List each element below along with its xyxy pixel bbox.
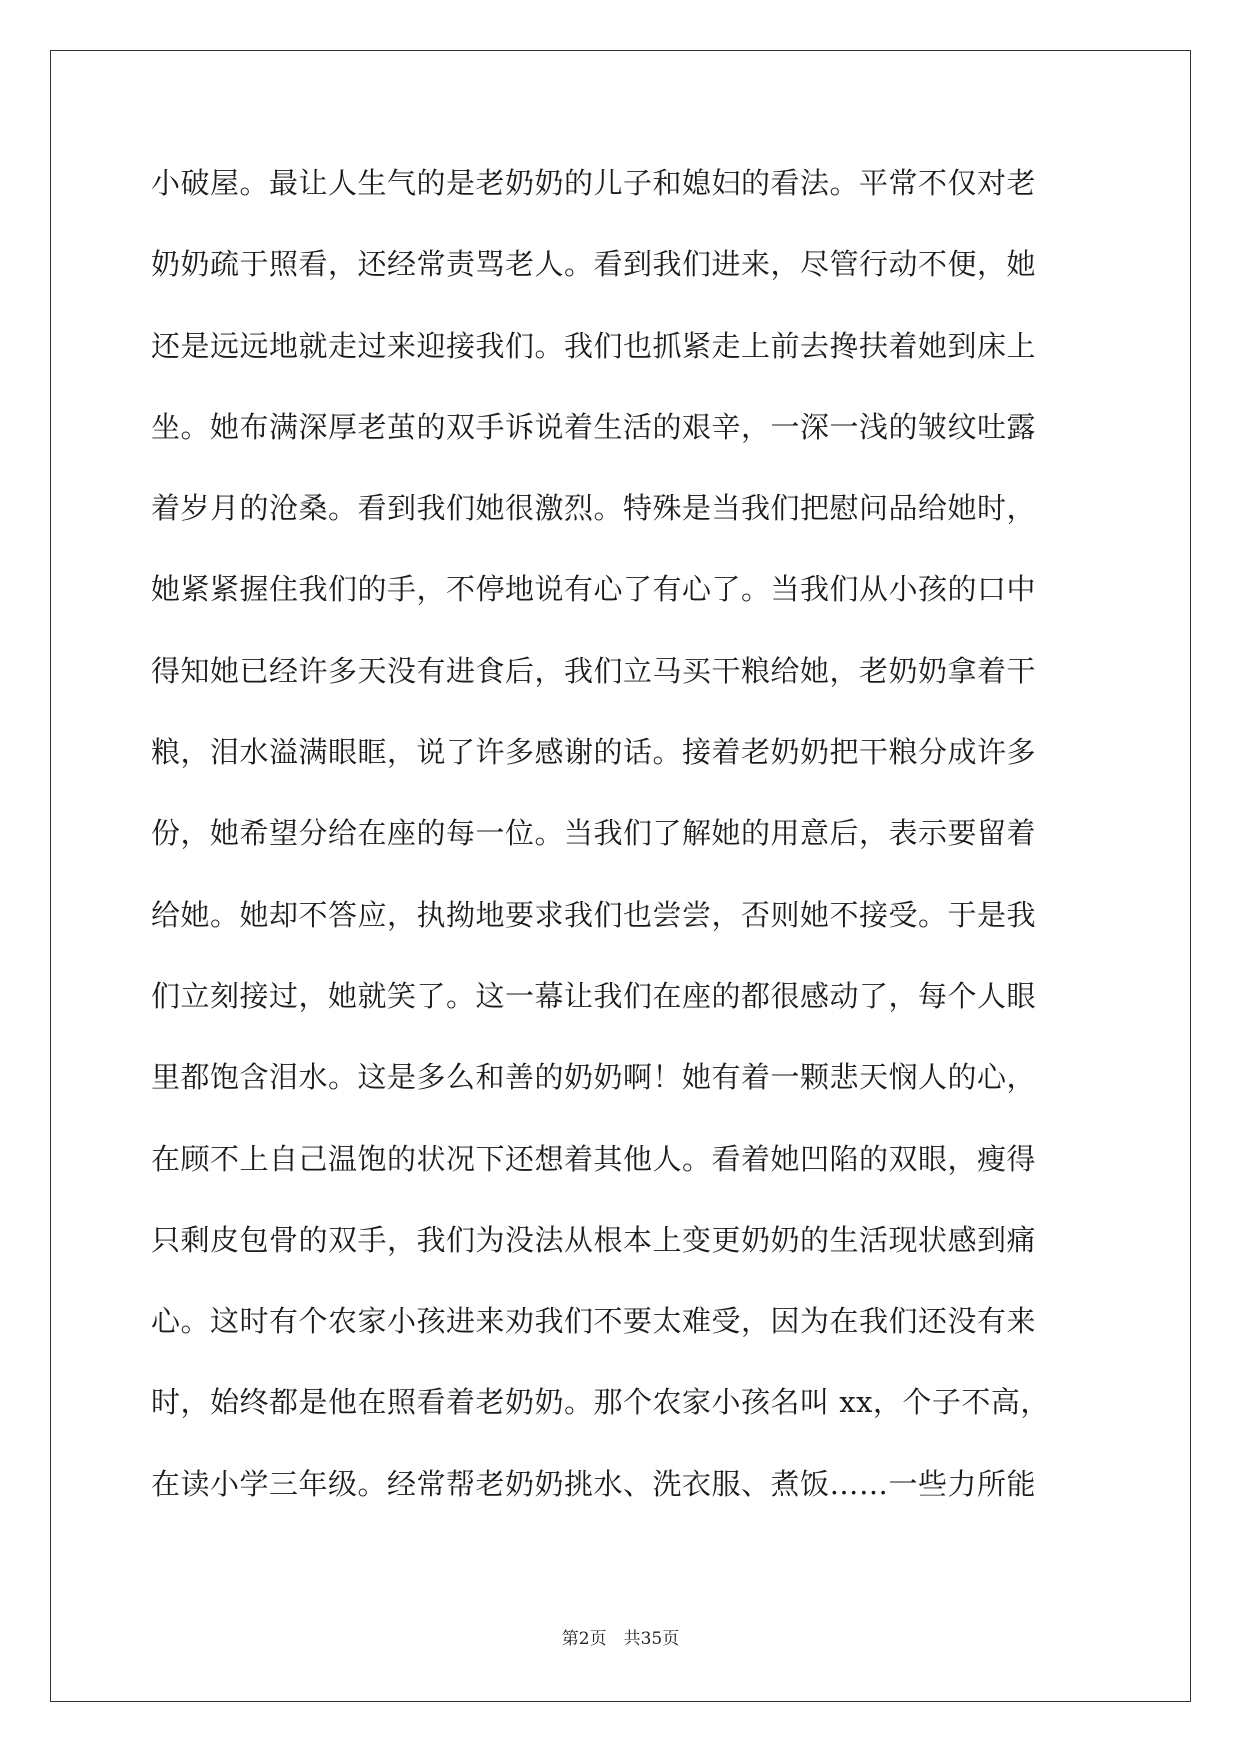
text-line: 小破屋。最让人生气的是老奶奶的儿子和媳妇的看法。平常不仅对老 bbox=[151, 166, 1037, 200]
text-line: 坐。她布满深厚老茧的双手诉说着生活的艰辛，一深一浅的皱纹吐露 bbox=[151, 409, 1037, 444]
text-line: 里都饱含泪水。这是多么和善的奶奶啊！她有着一颗悲天悯人的心， bbox=[151, 1060, 1037, 1095]
text-line: 粮，泪水溢满眼眶，说了许多感谢的话。接着老奶奶把干粮分成许多 bbox=[151, 735, 1037, 770]
text-line: 们立刻接过，她就笑了。这一幕让我们在座的都很感动了，每个人眼 bbox=[151, 978, 1037, 1013]
document-body-text bbox=[151, 156, 1101, 1538]
text-line: 只剩皮包骨的双手，我们为没法从根本上变更奶奶的生活现状感到痛 bbox=[151, 1222, 1037, 1257]
text-line: 得知她已经许多天没有进食后，我们立马买干粮给她，老奶奶拿着干 bbox=[151, 653, 1037, 688]
text-line: 心。这时有个农家小孩进来劝我们不要太难受，因为在我们还没有来 bbox=[151, 1304, 1037, 1339]
text-line: 时，始终都是他在照看着老奶奶。那个农家小孩名叫 xx，个子不高， bbox=[151, 1385, 1050, 1420]
text-line: 还是远远地就走过来迎接我们。我们也抓紧走上前去搀扶着她到床上 bbox=[151, 328, 1037, 363]
text-line: 在读小学三年级。经常帮老奶奶挑水、洗衣服、煮饭……一些力所能 bbox=[151, 1466, 1037, 1501]
page-number-footer: 第2页 共35页 bbox=[561, 1629, 680, 1649]
text-line: 她紧紧握住我们的手，不停地说有心了有心了。当我们从小孩的口中 bbox=[151, 572, 1037, 607]
text-line: 在顾不上自己温饱的状况下还想着其他人。看着她凹陷的双眼，瘦得 bbox=[151, 1141, 1037, 1176]
text-line: 份，她希望分给在座的每一位。当我们了解她的用意后，表示要留着 bbox=[151, 816, 1037, 851]
text-line: 奶奶疏于照看，还经常责骂老人。看到我们进来，尽管行动不便，她 bbox=[151, 247, 1037, 282]
text-line: 给她。她却不答应，执拗地要求我们也尝尝，否则她不接受。于是我 bbox=[151, 897, 1037, 932]
text-line: 着岁月的沧桑。看到我们她很激烈。特殊是当我们把慰问品给她时， bbox=[151, 491, 1037, 526]
